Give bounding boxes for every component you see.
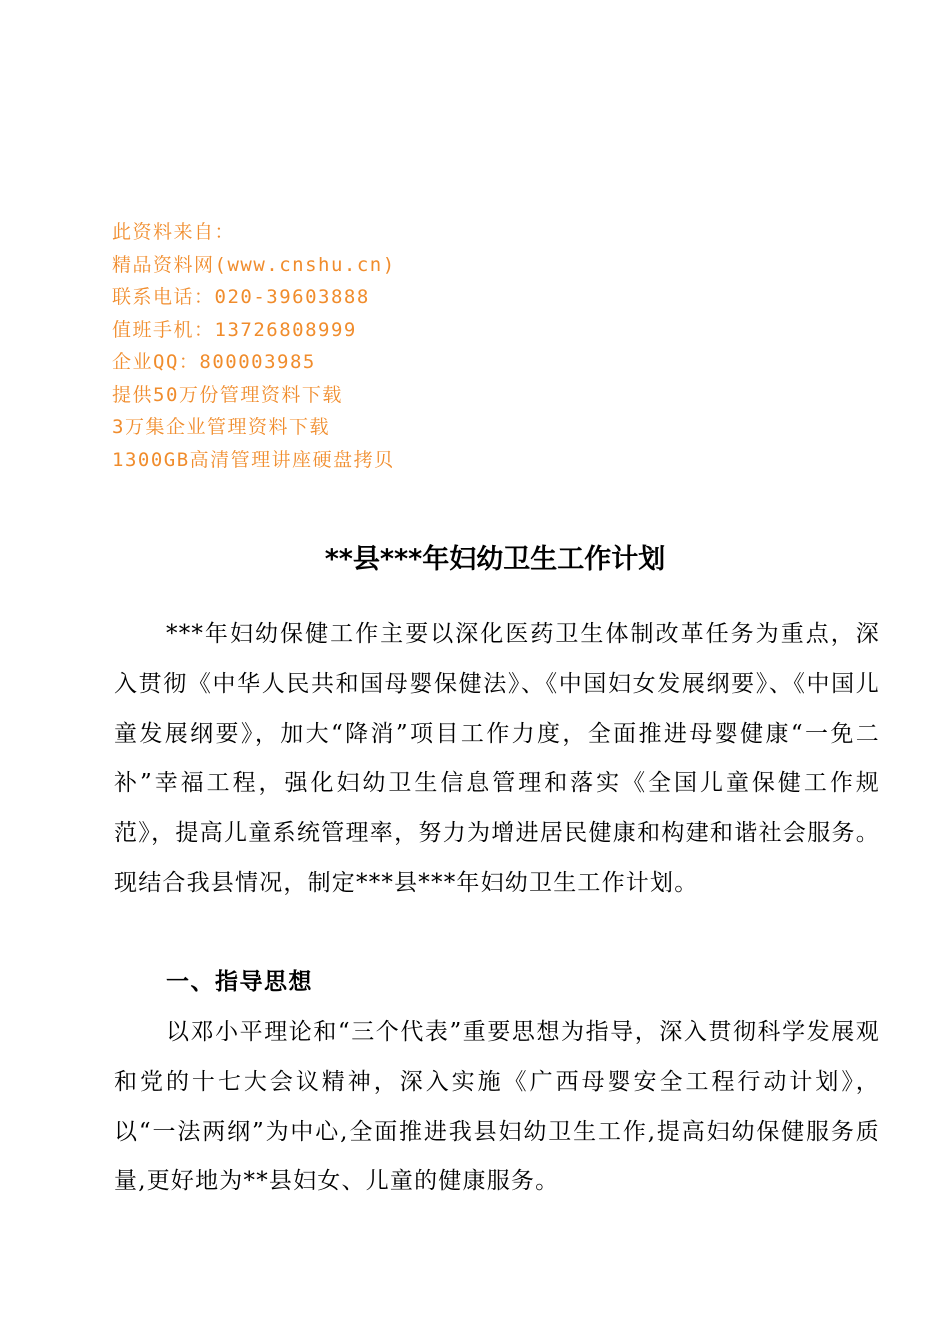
source-info-line: 3万集企业管理资料下载 — [112, 416, 330, 438]
source-info-line: 联系电话：020-39603888 — [112, 286, 370, 308]
source-info-line: 值班手机：13726808999 — [112, 318, 357, 341]
section-paragraph-guiding-ideology: 以邓小平理论和“三个代表”重要思想为指导，深入贯彻科学发展观和党的十七大会议精神，深入实施《广西母婴安全工程行动计划》，以“一法两纲”为中心,全面推进我县妇幼卫生工作,提高妇幼保健服务质量,更好地为**县妇女、儿童的健康服务。 — [114, 1019, 880, 1195]
source-info-block — [112, 216, 632, 476]
source-info-line: 此资料来自： — [112, 221, 236, 243]
section-heading-guiding-ideology: 一、指导思想 — [166, 969, 313, 995]
intro-paragraph: ***年妇幼保健工作主要以深化医药卫生体制改革任务为重点，深入贯彻《中华人民共和国母婴保健法》、《中国妇女发展纲要》、《中国儿童发展纲要》，加大“降消”项目工作力度，全面推进母婴健康“一免二补”幸福工程，强化妇幼卫生信息管理和落实《全国儿童保健工作规范》，提高儿童系统管理率，努力为增进居民健康和构建和谐社会服务。现结合我县情况，制定***县***年妇幼卫生工作计划。 — [114, 621, 880, 896]
source-info-line: 精品资料网(www.cnshu.cn) — [112, 253, 396, 276]
source-info-line: 企业QQ：800003985 — [112, 351, 316, 373]
source-info-line: 1300GB高清管理讲座硬盘拷贝 — [112, 448, 395, 471]
source-info-line: 提供50万份管理资料下载 — [112, 383, 343, 406]
document-title: **县***年妇幼卫生工作计划 — [324, 544, 666, 575]
